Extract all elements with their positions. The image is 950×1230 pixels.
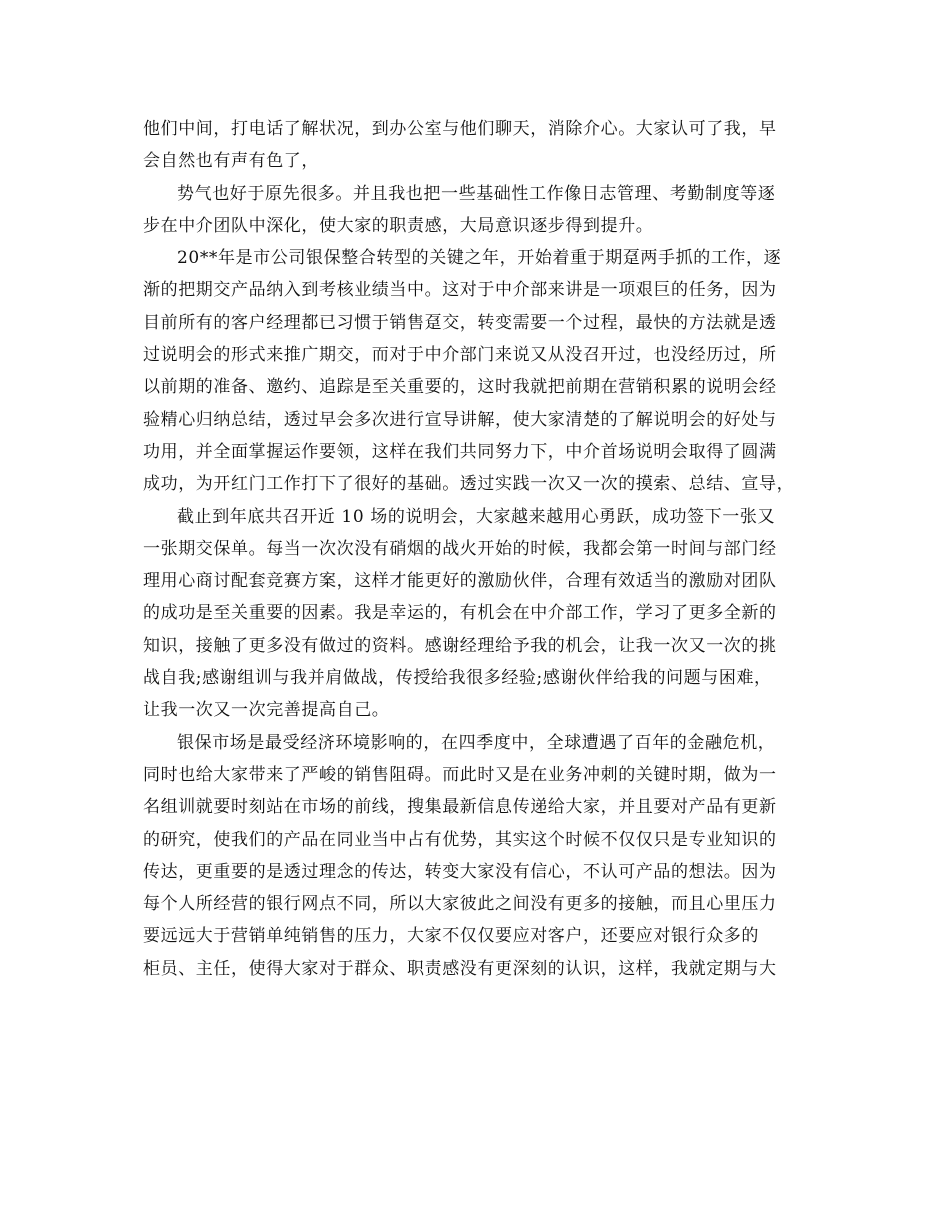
text-line: 银保市场是最受经济环境影响的，在四季度中，全球遭遇了百年的金融危机， (177, 732, 776, 753)
paragraph (143, 727, 811, 985)
text-line: 功用，并全面掌握运作要领，这样在我们共同努力下，中介首场说明会取得了圆满 (143, 441, 777, 462)
text-line: 战自我;感谢组训与我并肩做战，传授给我很多经验;感谢伙伴给我的问题与困难， (143, 668, 772, 689)
text-line: 验精心归纳总结，透过早会多次进行宣导讲解，使大家清楚的了解说明会的好处与 (143, 409, 777, 430)
paragraph (143, 113, 811, 178)
text-line: 他们中间，打电话了解状况，到办公室与他们聊天，消除介心。大家认可了我，早 (143, 119, 777, 139)
text-line: 要远远大于营销单纯销售的压力，大家不仅仅要应对客户，还要应对银行众多的 (143, 926, 759, 947)
text-line: 目前所有的客户经理都已习惯于销售趸交，转变需要一个过程，最快的方法就是透 (143, 312, 777, 333)
text-line: 传达，更重要的是透过理念的传达，转变大家没有信心，不认可产品的想法。因为 (143, 861, 777, 882)
text-line: 截止到年底共召开近 10 场的说明会，大家越来越用心勇跃，成功签下一张又 (177, 506, 776, 527)
text-line: 会自然也有声有色了， (143, 151, 319, 172)
text-line: 过说明会的形式来推广期交，而对于中介部门来说又从没召开过，也没经历过，所 (143, 345, 777, 366)
text-line: 一张期交保单。每当一次次没有硝烟的战火开始的时候，我都会第一时间与部门经 (143, 538, 777, 559)
paragraph (143, 178, 811, 243)
text-line: 同时也给大家带来了严峻的销售阻碍。而此时又是在业务冲刺的关键时期，做为一 (143, 764, 777, 785)
text-line: 以前期的准备、邀约、追踪是至关重要的，这时我就把前期在营销积累的说明会经 (143, 377, 777, 398)
paragraph (143, 501, 811, 727)
text-line: 势气也好于原先很多。并且我也把一些基础性工作像日志管理、考勤制度等逐 (177, 183, 776, 204)
text-line: 理用心商讨配套竞赛方案，这样才能更好的激励伙伴，合理有效适当的激励对团队 (143, 571, 777, 592)
text-line: 的成功是至关重要的因素。我是幸运的，有机会在中介部工作，学习了更多全新的 (143, 603, 777, 624)
text-line: 柜员、主任，使得大家对于群众、职责感没有更深刻的认识，这样，我就定期与大 (143, 958, 777, 979)
text-line: 知识，接触了更多没有做过的资料。感谢经理给予我的机会，让我一次又一次的挑 (143, 635, 777, 656)
text-line: 的研究，使我们的产品在同业当中占有优势，其实这个时候不仅仅只是专业知识的 (143, 829, 777, 850)
text-line: 每个人所经营的银行网点不同，所以大家彼此之间没有更多的接触，而且心里压力 (143, 894, 777, 915)
text-line: 名组训就要时刻站在市场的前线，搜集最新信息传递给大家，并且要对产品有更新 (143, 797, 777, 818)
text-line: 20**年是市公司银保整合转型的关键之年，开始着重于期趸两手抓的工作，逐 (177, 248, 782, 269)
text-line: 成功，为开红门工作打下了很好的基础。透过实践一次又一次的摸索、总结、宣导， (143, 474, 795, 495)
body-text (143, 113, 811, 985)
text-line: 步在中介团队中深化，使大家的职责感，大局意识逐步得到提升。 (143, 215, 654, 236)
text-line: 渐的把期交产品纳入到考核业绩当中。这对于中介部来讲是一项艰巨的任务，因为 (143, 280, 777, 301)
text-line: 让我一次又一次完善提高自己。 (143, 700, 390, 721)
paragraph (143, 242, 811, 500)
